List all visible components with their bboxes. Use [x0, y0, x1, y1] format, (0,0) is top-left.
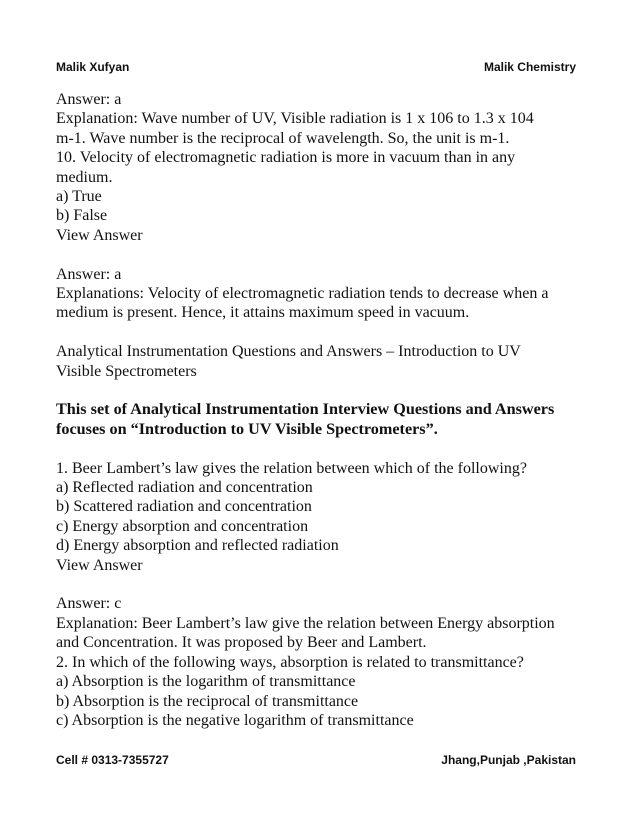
footer-phone: Cell # 0313-7355727 [56, 753, 169, 767]
explanation-line: Explanation: Wave number of UV, Visible radiation is 1 x 106 to 1.3 x 104 [56, 110, 534, 128]
explanation-line: Explanations: Velocity of electromagnetic radiation tends to decrease when a [56, 285, 549, 303]
paragraph-gap [56, 381, 586, 400]
answer-line: Answer: a [56, 91, 122, 108]
document-body [56, 90, 586, 730]
section-title-line: Visible Spectrometers [56, 362, 197, 380]
question-line: medium. [56, 168, 113, 186]
explanation-line: medium is present. Hence, it attains maximum speed in vacuum. [56, 304, 470, 322]
explanation-line: m-1. Wave number is the reciprocal of wavelength. So, the unit is m-1. [56, 129, 510, 147]
option-line: b) Scattered radiation and concentration [56, 498, 312, 516]
answer-line: Answer: c [56, 595, 122, 613]
option-line: a) True [56, 188, 102, 206]
option-line: a) Reflected radiation and concentration [56, 479, 313, 497]
explanation-line: and Concentration. It was proposed by Beer and Lambert. [56, 634, 427, 652]
intro-bold-line: focuses on “Introduction to UV Visible Spectrometers”. [56, 419, 438, 438]
option-line: b) Absorption is the reciprocal of transmittance [56, 692, 359, 710]
option-line: c) Energy absorption and concentration [56, 517, 309, 535]
paragraph-gap [56, 323, 586, 342]
answer-line: Answer: a [56, 265, 122, 283]
question-line: 10. Velocity of electromagnetic radiation is more in vacuum than in any [56, 149, 516, 167]
header-brand: Malik Chemistry [483, 60, 576, 74]
section-title-line: Analytical Instrumentation Questions and Answers – Introduction to UV [56, 343, 521, 361]
page-footer [56, 753, 576, 767]
question-line: 2. In which of the following ways, absorption is related to transmittance? [56, 653, 524, 671]
explanation-line: Explanation: Beer Lambert’s law give the relation between Energy absorption [56, 614, 555, 632]
option-line: c) Absorption is the negative logarithm of transmittance [56, 711, 414, 729]
header-author: Malik Xufyan [56, 60, 130, 74]
option-line: b) False [56, 207, 108, 225]
page-header [56, 60, 576, 74]
view-answer-link[interactable]: View Answer [56, 226, 143, 244]
option-line: a) Absorption is the logarithm of transmittance [56, 673, 356, 691]
paragraph-gap [56, 245, 586, 264]
intro-bold-line: This set of Analytical Instrumentation Interview Questions and Answers [56, 400, 555, 419]
view-answer-link[interactable]: View Answer [56, 556, 143, 574]
question-line: 1. Beer Lambert’s law gives the relation between which of the following? [56, 459, 527, 477]
paragraph-gap [56, 575, 586, 594]
paragraph-gap [56, 439, 586, 458]
footer-location: Jhang,Punjab ,Pakistan [441, 753, 576, 767]
option-line: d) Energy absorption and reflected radiation [56, 537, 339, 555]
